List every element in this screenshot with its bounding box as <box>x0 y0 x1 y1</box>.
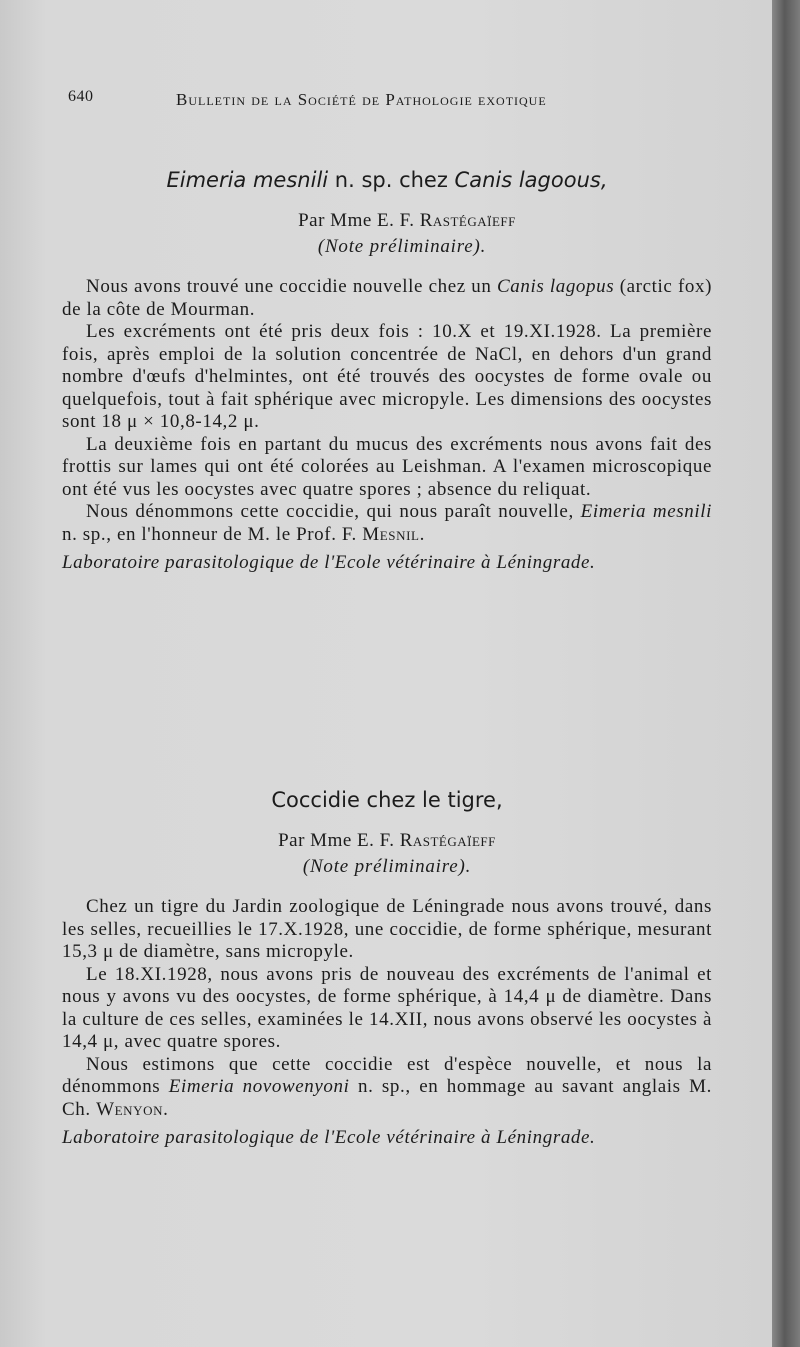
page-number: 640 <box>68 88 94 105</box>
paragraph: Les excréments ont été pris deux fois : 10.X et 19.XI.1928. La première fois, après emploi de la solution concentrée de NaCl, en dehors d'un grand nombre d'œufs d'helmintes, ont été trouvés des oocystes de forme ovale ou quelquefois, tout à fait sphérique avec micropyle. Les dimensions des oocystes sont 18 μ × 10,8-14,2 μ. <box>62 321 712 432</box>
text-run: Nous dénommons cette coccidie, qui nous paraît nouvelle, <box>86 501 581 522</box>
title-rest: n. sp. chez <box>328 168 455 192</box>
honoree-name: Wenyon. <box>96 1098 169 1120</box>
species-name: Canis lagopus <box>496 276 615 297</box>
title-genus: Eimeria mesnili <box>166 168 329 192</box>
article-eimeria-mesnili <box>62 168 712 574</box>
species-name: Eimeria mesnili <box>580 501 712 522</box>
author-prefix: Par Mme E. F. <box>278 830 400 851</box>
note-label: (Note préliminaire). <box>302 856 472 877</box>
laboratory-signature: Laboratoire parasitologique de l'Ecole vétérinaire à Léningrade. <box>62 1127 596 1148</box>
author-name: Rastégaïeff <box>399 830 496 851</box>
author-line <box>62 830 712 852</box>
article-body <box>62 276 712 574</box>
text-run: n. sp., en l'honneur de M. le Prof. F. <box>62 523 363 545</box>
paragraph: Chez un tigre du Jardin zoologique de Léningrade nous avons trouvé, dans les selles, recueillies le 17.X.1928, une coccidie, de forme sphérique, mesurant 15,3 μ de diamètre, sans micropyle. <box>62 896 712 962</box>
article-body <box>62 896 712 1149</box>
author-prefix: Par Mme E. F. <box>298 210 420 231</box>
paragraph: La deuxième fois en partant du mucus des excréments nous avons fait des frottis sur lames qui ont été colorées au Leishman. A l'examen microscopique ont été vus les oocystes avec quatre spores ; absence du reliquat. <box>62 433 712 500</box>
laboratory-signature: Laboratoire parasitologique de l'Ecole vétérinaire à Léningrade. <box>62 552 596 573</box>
honoree-name: Mesnil. <box>362 523 425 545</box>
paragraph <box>62 501 712 546</box>
title-host: Canis lagoous, <box>454 168 608 192</box>
species-name: Eimeria novowenyoni <box>168 1076 350 1097</box>
text-run: Nous estimons que cette coccidie est d'espèce nouvelle, et nous la dénommons <box>62 1053 712 1097</box>
text-run: n. sp., en hommage au savant anglais M. Ch. <box>62 1076 712 1120</box>
paragraph <box>62 276 712 321</box>
text-run: Nous avons trouvé une coccidie nouvelle chez un <box>86 276 497 297</box>
article-title: Coccidie chez le tigre, <box>271 788 503 812</box>
author-line <box>102 210 712 232</box>
paragraph: Le 18.XI.1928, nous avons pris de nouveau des excréments de l'animal et nous y avons vu des oocystes, de forme sphérique, à 14,4 μ de diamètre. Dans la culture de ces selles, examinées le 14.XII, nous avons observé les oocystes à 14,4 μ, avec quatre spores. <box>62 963 712 1052</box>
paragraph <box>62 1054 712 1122</box>
author-name: Rastégaïeff <box>419 210 516 231</box>
note-label: (Note préliminaire). <box>317 236 487 257</box>
text-run: (arctic fox) de la côte de Mourman. <box>62 276 712 320</box>
book-spine-shadow <box>772 0 800 1347</box>
article-title <box>62 168 712 192</box>
journal-title: Bulletin de la Société de Pathologie exotique <box>176 90 547 109</box>
article-coccidie-tigre <box>62 788 712 1149</box>
